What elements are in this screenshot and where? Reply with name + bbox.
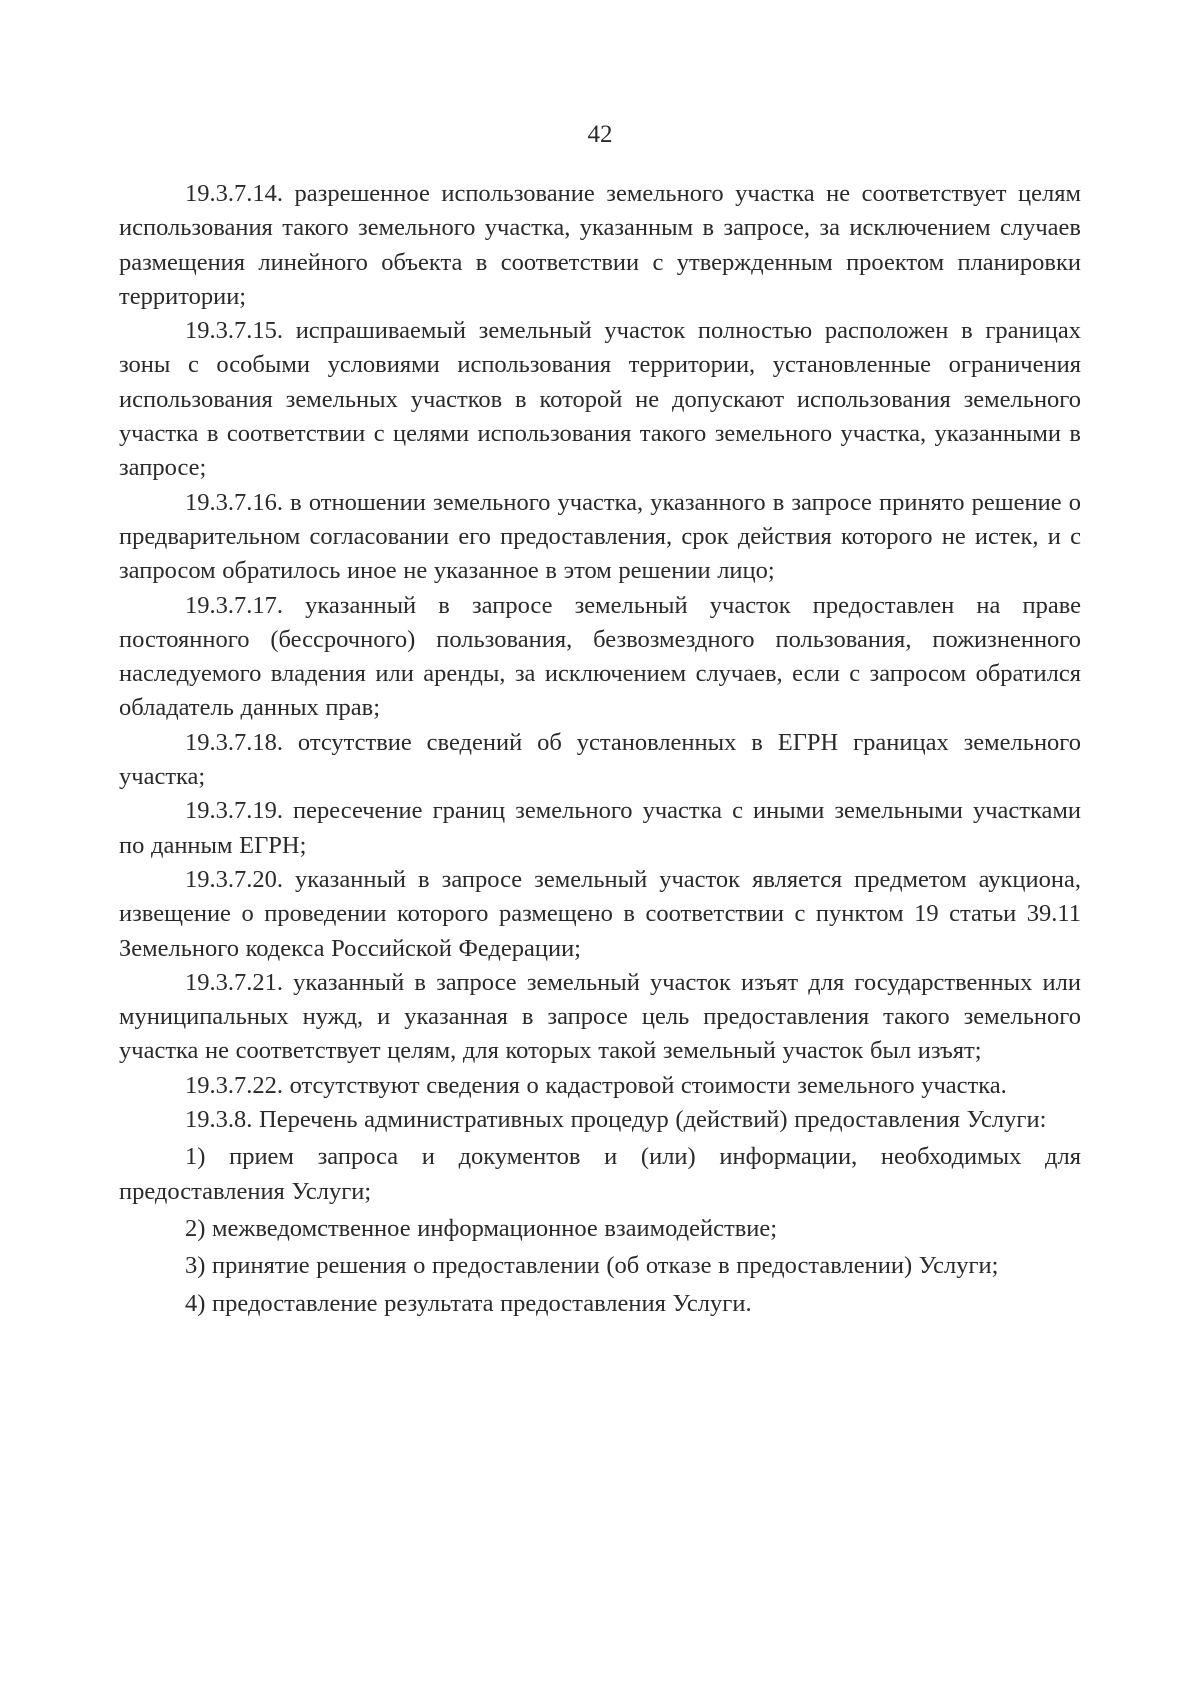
document-body: [119, 177, 1081, 1321]
paragraph-19-3-7-20: 19.3.7.20. указанный в запросе земельный участок является предметом аукциона, извещение о проведении которого размещено в соответствии с пунктом 19 статьи 39.11 Земельного кодекса Российской Федерации;: [119, 865, 1081, 962]
paragraph-19-3-8: 19.3.8. Перечень административных процедур (действий) предоставления Услуги:: [185, 1106, 1047, 1134]
paragraph-19-3-7-21: 19.3.7.21. указанный в запросе земельный участок изъят для государственных или муниципальных нужд, и указанная в запросе цель предоставления такого земельного участка не соответствует целям, для которых такой земельный участок был изъят;: [119, 968, 1081, 1065]
procedure-list-item-3: 3) принятие решения о предоставлении (об отказе в предоставлении) Услуги;: [185, 1252, 999, 1280]
paragraph-19-3-7-17: 19.3.7.17. указанный в запросе земельный участок предоставлен на праве постоянного (бессрочного) пользования, безвозмездного пользования, пожизненного наследуемого владения или аренды, за исключением случаев, если с запросом обратился обладатель данных прав;: [119, 591, 1081, 722]
paragraph-19-3-7-19: 19.3.7.19. пересечение границ земельного участка с иными земельными участками по данным ЕГРН;: [119, 797, 1081, 859]
page-number: 42: [587, 121, 613, 148]
procedure-list-item-1: 1) прием запроса и документов и (или) информации, необходимых для предоставления Услуги;: [119, 1143, 1081, 1205]
paragraph-19-3-7-22: 19.3.7.22. отсутствуют сведения о кадастровой стоимости земельного участка.: [185, 1071, 1007, 1099]
procedure-list-item-4: 4) предоставление результата предоставления Услуги.: [185, 1289, 752, 1317]
paragraph-19-3-7-16: 19.3.7.16. в отношении земельного участка, указанного в запросе принято решение о предварительном согласовании его предоставления, срок действия которого не истек, и с запросом обратилось иное не указанное в этом решении лицо;: [119, 488, 1081, 585]
paragraph-19-3-7-14: 19.3.7.14. разрешенное использование земельного участка не соответствует целям использования такого земельного участка, указанным в запросе, за исключением случаев размещения линейного объекта в соответствии с утвержденным проектом планировки территории;: [119, 180, 1081, 310]
paragraph-19-3-7-15: 19.3.7.15. испрашиваемый земельный участок полностью расположен в границах зоны с особыми условиями использования территории, установленные ограничения использования земельных участков в которой не допускают использования земельного участка в соответствии с целями использования такого земельного участка, указанными в запросе;: [119, 317, 1081, 482]
paragraph-19-3-7-18: 19.3.7.18. отсутствие сведений об установленных в ЕГРН границах земельного участка;: [119, 728, 1081, 791]
procedure-list-item-2: 2) межведомственное информационное взаимодействие;: [185, 1214, 778, 1242]
